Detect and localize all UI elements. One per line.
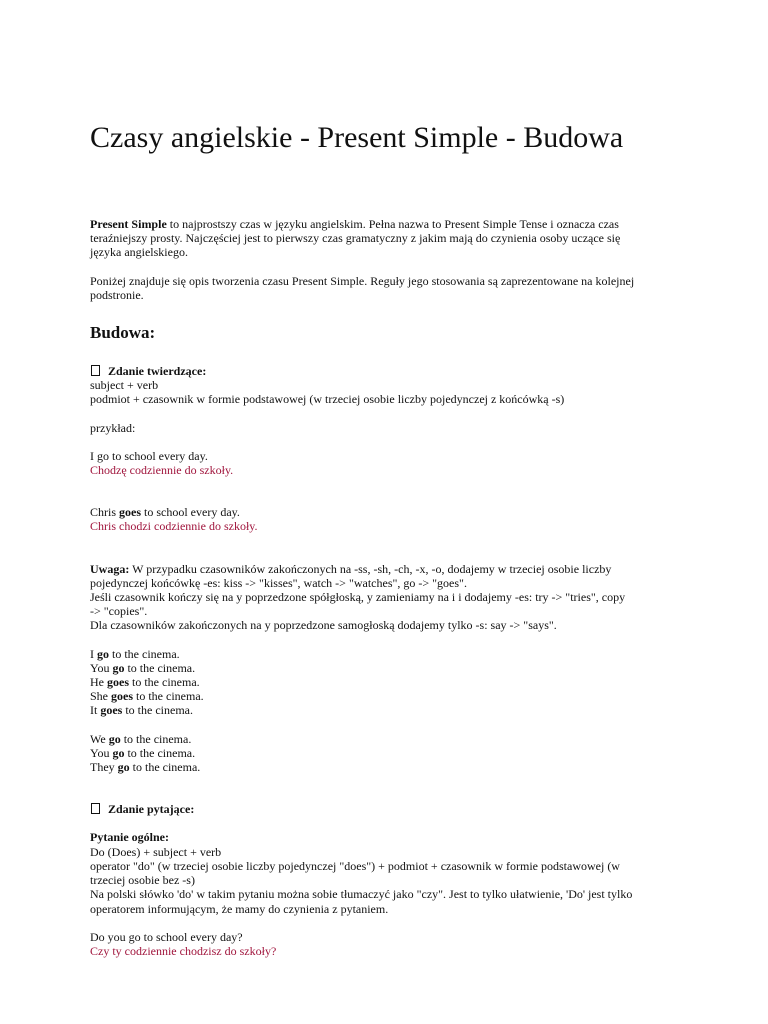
- conjugation-group-1: [90, 647, 680, 718]
- example-1-pl: Chodzę codziennie do szkoły.: [90, 463, 234, 478]
- question-line-2: trzeciej osobie bez -s): [90, 873, 195, 888]
- intro-line-2: teraźniejszy prosty. Najczęściej jest to pierwszy czas gramatyczny z jakim mają do czynienia osoby uczące się: [90, 231, 621, 246]
- note-line-1: [90, 562, 680, 576]
- conjugation-row: They go to the cinema.: [90, 760, 201, 775]
- intro-paragraph: [90, 217, 680, 231]
- conjugation-row: She goes to the cinema.: [90, 689, 204, 704]
- note-line-5: Dla czasowników zakończonych na y poprzedzone samogłoską dodajemy tylko -s: say -> "says".: [90, 618, 557, 633]
- intro-line-1: to najprostszy czas w języku angielskim. Pełna nazwa to Present Simple Tense i oznacza czas: [166, 217, 619, 231]
- para2-line-2: podstronie.: [90, 287, 144, 302]
- note-line-1-text: W przypadku czasowników zakończonych na -ss, -sh, -ch, -x, -o, dodajemy w trzeciej osobie liczby: [129, 561, 612, 576]
- para2-line-1: Poniżej znajduje się opis tworzenia czasu Present Simple. Reguły jego stosowania są zaprezentowane na kolejnej: [90, 273, 635, 288]
- conjugation-group-2: [90, 732, 680, 775]
- example-label: przykład:: [90, 420, 136, 435]
- example-2-rest: to school every day.: [141, 505, 240, 520]
- question-line-3: Na polski słówko 'do' w takim pytaniu można sobie tłumaczyć jako "czy". Jest to tylko ułatwienie, 'Do' jest tylko: [90, 887, 633, 902]
- conjugation-row: You go to the cinema.: [90, 660, 196, 675]
- conjugation-row: I go to the cinema.: [90, 646, 180, 661]
- affirmative-formula-pl: podmiot + czasownik w formie podstawowej (w trzeciej osobie liczby pojedynczej z końcówką -s): [90, 392, 565, 407]
- question-line-4: operatorem informującym, że mamy do czynienia z pytaniem.: [90, 901, 389, 916]
- question-subheading: Pytanie ogólne:: [90, 830, 169, 845]
- intro-line-3: języka angielskiego.: [90, 245, 188, 260]
- bullet-box-icon: [91, 365, 100, 376]
- question-formula: Do (Does) + subject + verb: [90, 844, 222, 859]
- question-line-1: operator "do" (w trzeciej osobie liczby pojedynczej "does") + podmiot + czasownik w formie podstawowej (w: [90, 858, 620, 873]
- example-2-pl: Chris chodzi codziennie do szkoły.: [90, 519, 258, 534]
- affirmative-heading-text: Zdanie twierdzące:: [108, 364, 207, 379]
- note-line-3: Jeśli czasownik kończy się na y poprzedzone spółgłoską, y zamieniamy na i i dodajemy -es: try -> "tries", copy: [90, 590, 626, 605]
- bullet-box-icon: [91, 803, 100, 814]
- section-heading: Budowa:: [90, 323, 156, 343]
- example-2-verb: goes: [119, 505, 142, 520]
- affirmative-heading: [90, 364, 680, 378]
- affirmative-formula: subject + verb: [90, 378, 159, 393]
- question-heading-text: Zdanie pytające:: [108, 802, 195, 817]
- example-1-en: I go to school every day.: [90, 448, 208, 463]
- question-example-pl: Czy ty codziennie chodzisz do szkoły?: [90, 943, 277, 958]
- page-title: Czasy angielskie - Present Simple - Budowa: [90, 121, 624, 154]
- note-line-2: pojedynczej końcówkę -es: kiss -> "kisses", watch -> "watches", go -> "goes".: [90, 575, 467, 590]
- example-2-subject: Chris: [90, 505, 120, 520]
- intro-term: Present Simple: [90, 217, 167, 231]
- note-line-4: -> "copies".: [90, 604, 148, 619]
- conjugation-row: You go to the cinema.: [90, 745, 196, 760]
- document-body: [90, 217, 680, 958]
- conjugation-row: He goes to the cinema.: [90, 675, 200, 690]
- conjugation-row: It goes to the cinema.: [90, 703, 193, 718]
- example-2-en: [90, 505, 680, 519]
- question-example-en: Do you go to school every day?: [90, 929, 243, 944]
- conjugation-row: We go to the cinema.: [90, 731, 192, 746]
- note-label: Uwaga:: [90, 561, 130, 576]
- question-heading: [90, 802, 680, 816]
